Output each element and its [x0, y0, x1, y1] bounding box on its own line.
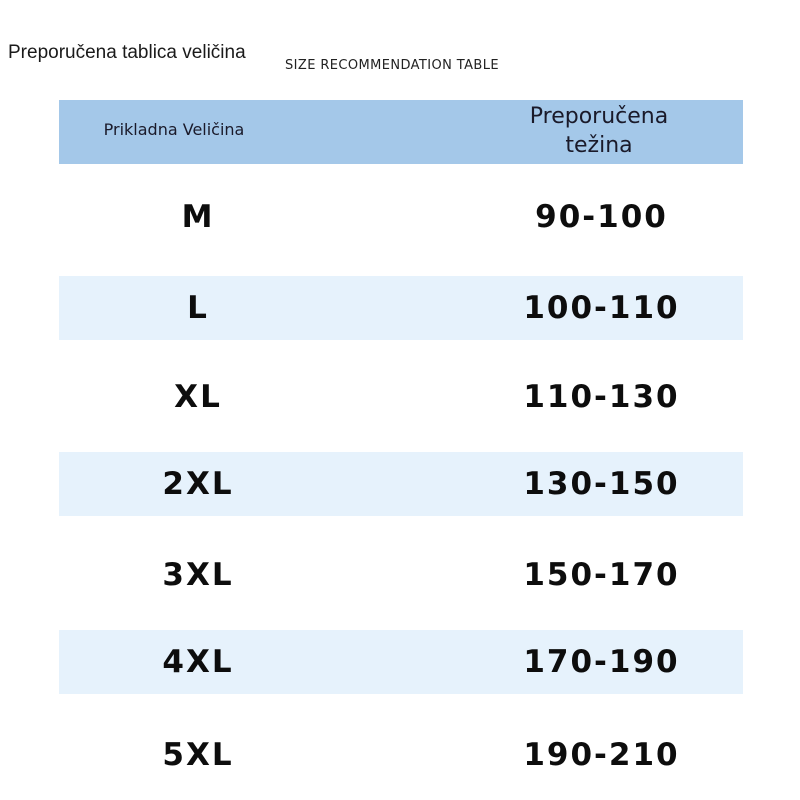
- table-row: [59, 723, 743, 787]
- header-weight-line2: težina: [565, 133, 633, 158]
- size-cell: L: [187, 290, 209, 326]
- table-header: [59, 100, 743, 164]
- size-cell: 2XL: [162, 466, 234, 502]
- size-cell: 4XL: [162, 644, 234, 680]
- page-title: Preporučena tablica veličina: [8, 42, 246, 63]
- size-cell: M: [181, 199, 215, 235]
- table-row: [59, 365, 743, 429]
- weight-cell: 170-190: [523, 644, 680, 680]
- weight-cell: 90-100: [535, 199, 668, 235]
- size-cell: 5XL: [162, 737, 234, 773]
- header-weight: [494, 102, 704, 160]
- weight-cell: 110-130: [523, 379, 680, 415]
- weight-cell: 190-210: [523, 737, 680, 773]
- page-subtitle: SIZE RECOMMENDATION TABLE: [285, 58, 499, 73]
- table-row: [59, 452, 743, 516]
- table-row: [59, 276, 743, 340]
- weight-cell: 130-150: [523, 466, 680, 502]
- weight-cell: 100-110: [523, 290, 680, 326]
- header-weight-line1: Preporučena: [529, 104, 669, 129]
- table-row: [59, 543, 743, 607]
- table-row: [59, 185, 743, 249]
- size-table: [59, 100, 743, 773]
- table-row: [59, 630, 743, 694]
- weight-cell: 150-170: [523, 557, 680, 593]
- size-cell: XL: [174, 379, 222, 415]
- size-cell: 3XL: [162, 557, 234, 593]
- header-size: Prikladna Veličina: [103, 120, 245, 139]
